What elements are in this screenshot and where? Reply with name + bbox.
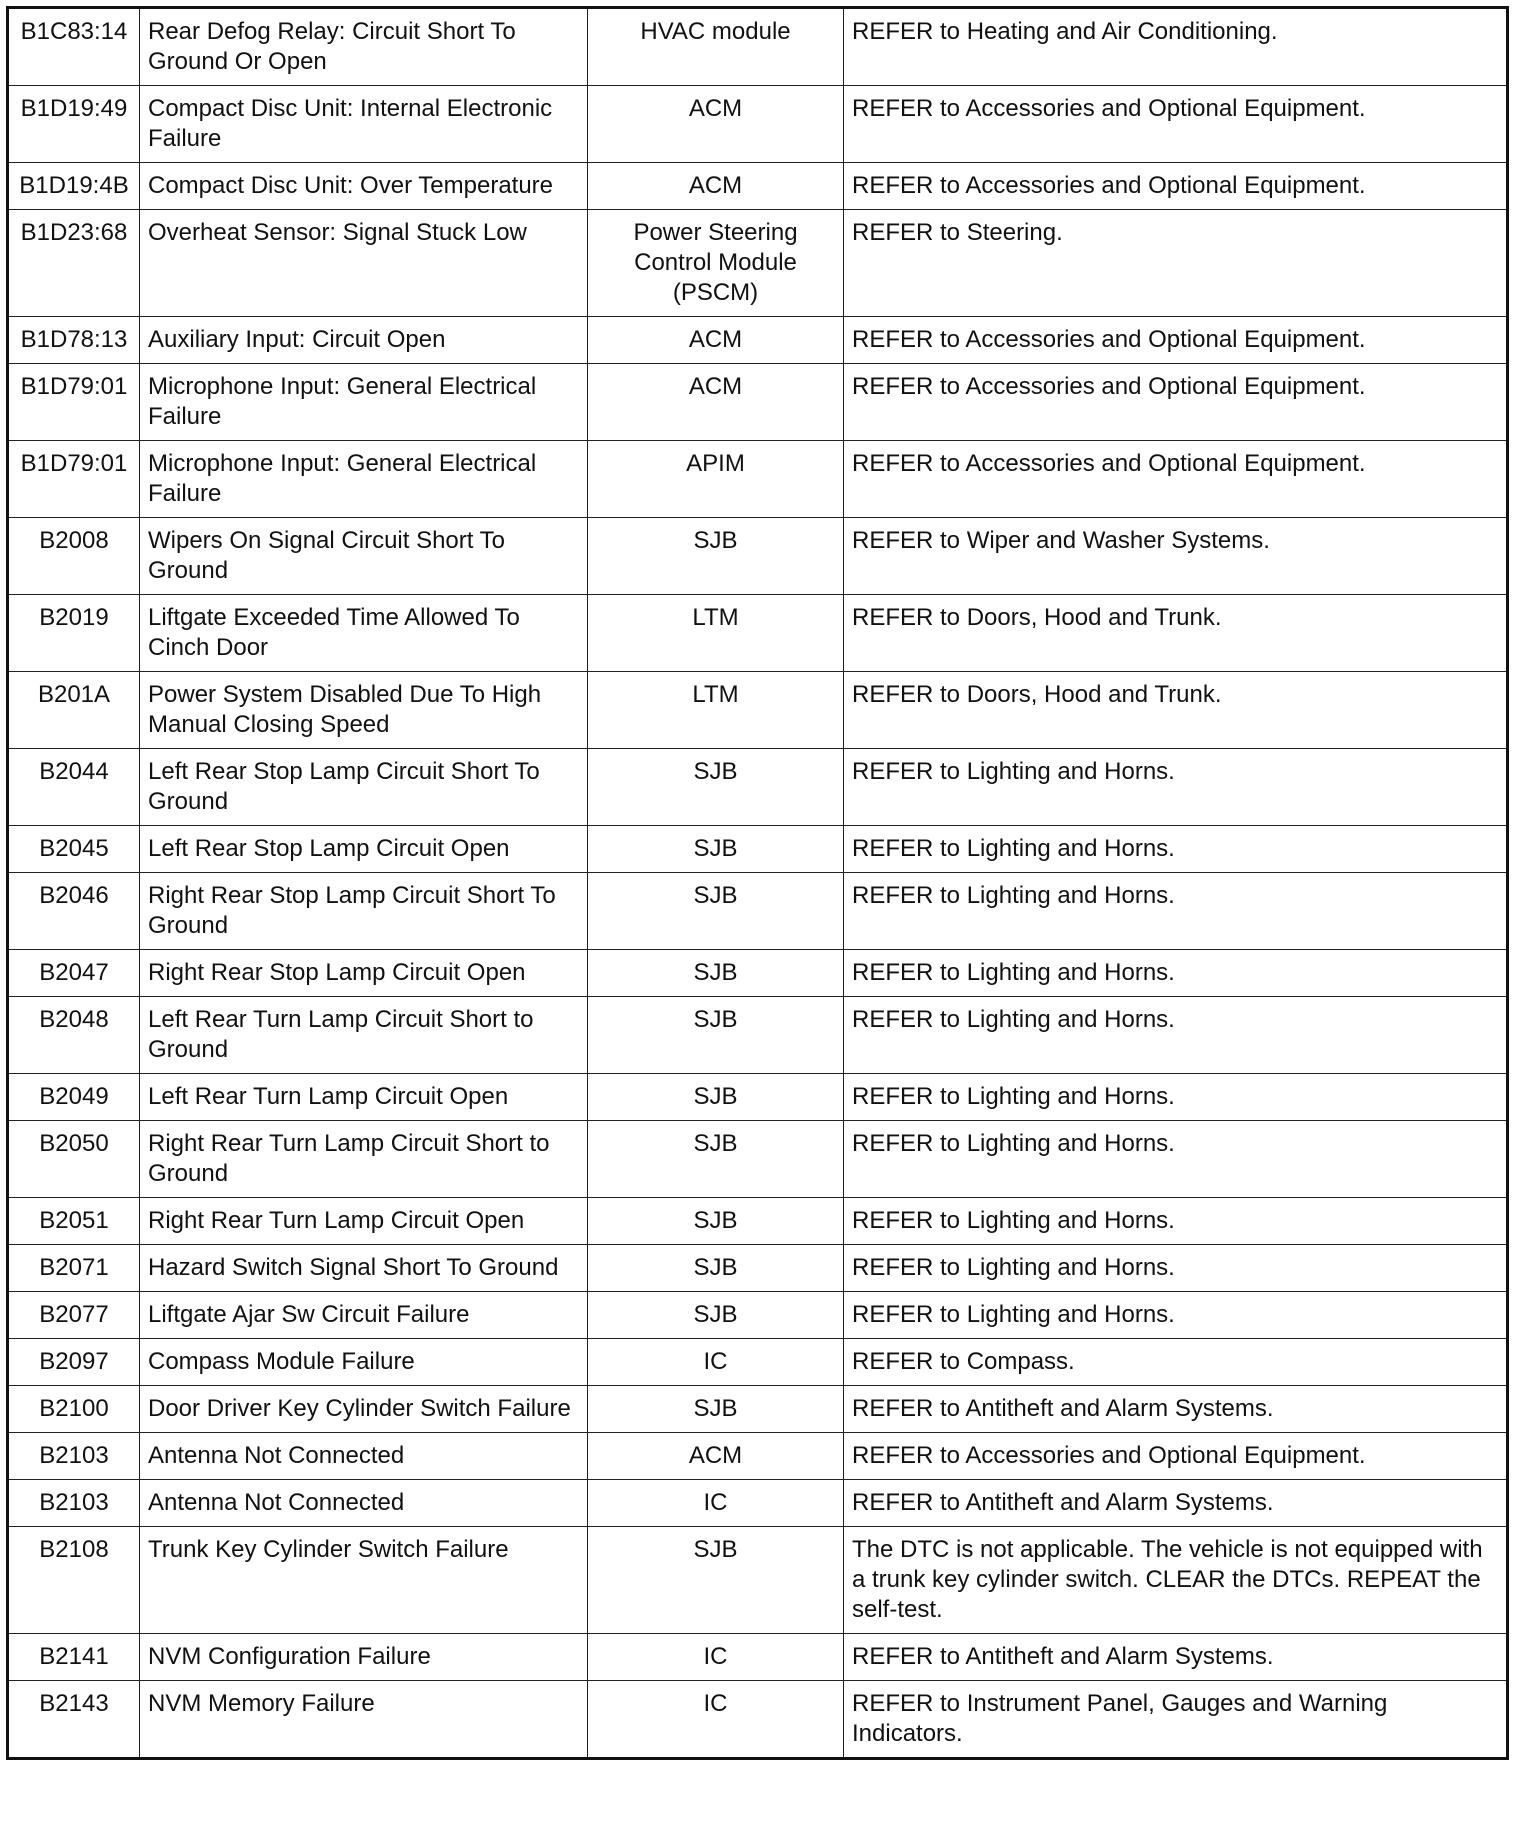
dtc-description-cell: Left Rear Stop Lamp Circuit Short To Ground bbox=[140, 749, 588, 826]
dtc-module-cell: IC bbox=[588, 1681, 844, 1759]
dtc-description-cell: Trunk Key Cylinder Switch Failure bbox=[140, 1527, 588, 1634]
dtc-action-cell: REFER to Doors, Hood and Trunk. bbox=[844, 672, 1508, 749]
table-row bbox=[8, 749, 1508, 826]
dtc-description-cell: Compact Disc Unit: Over Temperature bbox=[140, 163, 588, 210]
dtc-action-cell: REFER to Lighting and Horns. bbox=[844, 1292, 1508, 1339]
dtc-description-cell: Hazard Switch Signal Short To Ground bbox=[140, 1245, 588, 1292]
dtc-action-cell: REFER to Antitheft and Alarm Systems. bbox=[844, 1634, 1508, 1681]
dtc-code-cell: B2141 bbox=[8, 1634, 140, 1681]
table-row bbox=[8, 210, 1508, 317]
dtc-description-cell: Rear Defog Relay: Circuit Short To Ground Or Open bbox=[140, 8, 588, 86]
dtc-description-cell: Antenna Not Connected bbox=[140, 1433, 588, 1480]
dtc-code-cell: B2103 bbox=[8, 1433, 140, 1480]
dtc-code-cell: B2051 bbox=[8, 1198, 140, 1245]
dtc-module-cell: ACM bbox=[588, 1433, 844, 1480]
dtc-module-cell: SJB bbox=[588, 997, 844, 1074]
dtc-description-cell: Right Rear Stop Lamp Circuit Open bbox=[140, 950, 588, 997]
dtc-action-cell: The DTC is not applicable. The vehicle is not equipped with a trunk key cylinder switch. CLEAR the DTCs. REPEAT the self-test. bbox=[844, 1527, 1508, 1634]
dtc-code-cell: B1D79:01 bbox=[8, 441, 140, 518]
dtc-description-cell: NVM Configuration Failure bbox=[140, 1634, 588, 1681]
dtc-module-cell: SJB bbox=[588, 1074, 844, 1121]
dtc-code-cell: B2097 bbox=[8, 1339, 140, 1386]
dtc-action-cell: REFER to Antitheft and Alarm Systems. bbox=[844, 1480, 1508, 1527]
dtc-action-cell: REFER to Antitheft and Alarm Systems. bbox=[844, 1386, 1508, 1433]
table-row bbox=[8, 1681, 1508, 1759]
dtc-module-cell: IC bbox=[588, 1480, 844, 1527]
dtc-module-cell: SJB bbox=[588, 1527, 844, 1634]
dtc-description-cell: Compass Module Failure bbox=[140, 1339, 588, 1386]
dtc-action-cell: REFER to Accessories and Optional Equipment. bbox=[844, 86, 1508, 163]
dtc-code-cell: B2008 bbox=[8, 518, 140, 595]
dtc-module-cell: SJB bbox=[588, 1198, 844, 1245]
dtc-action-cell: REFER to Wiper and Washer Systems. bbox=[844, 518, 1508, 595]
dtc-module-cell: ACM bbox=[588, 163, 844, 210]
dtc-action-cell: REFER to Lighting and Horns. bbox=[844, 873, 1508, 950]
dtc-module-cell: HVAC module bbox=[588, 8, 844, 86]
table-row bbox=[8, 1339, 1508, 1386]
table-row bbox=[8, 1074, 1508, 1121]
dtc-module-cell: IC bbox=[588, 1634, 844, 1681]
dtc-description-cell: Antenna Not Connected bbox=[140, 1480, 588, 1527]
table-row bbox=[8, 163, 1508, 210]
dtc-module-cell: SJB bbox=[588, 826, 844, 873]
dtc-description-cell: Left Rear Turn Lamp Circuit Open bbox=[140, 1074, 588, 1121]
dtc-description-cell: Door Driver Key Cylinder Switch Failure bbox=[140, 1386, 588, 1433]
dtc-action-cell: REFER to Accessories and Optional Equipment. bbox=[844, 1433, 1508, 1480]
table-row bbox=[8, 1245, 1508, 1292]
table-row bbox=[8, 1386, 1508, 1433]
dtc-action-cell: REFER to Lighting and Horns. bbox=[844, 997, 1508, 1074]
dtc-code-cell: B201A bbox=[8, 672, 140, 749]
dtc-description-cell: Power System Disabled Due To High Manual Closing Speed bbox=[140, 672, 588, 749]
dtc-code-cell: B2045 bbox=[8, 826, 140, 873]
table-row bbox=[8, 950, 1508, 997]
table-row bbox=[8, 1121, 1508, 1198]
dtc-description-cell: Right Rear Turn Lamp Circuit Open bbox=[140, 1198, 588, 1245]
table-row bbox=[8, 364, 1508, 441]
dtc-code-cell: B1D78:13 bbox=[8, 317, 140, 364]
dtc-code-cell: B2100 bbox=[8, 1386, 140, 1433]
table-row bbox=[8, 1480, 1508, 1527]
dtc-description-cell: Compact Disc Unit: Internal Electronic Failure bbox=[140, 86, 588, 163]
dtc-description-cell: Wipers On Signal Circuit Short To Ground bbox=[140, 518, 588, 595]
dtc-action-cell: REFER to Accessories and Optional Equipment. bbox=[844, 163, 1508, 210]
dtc-module-cell: LTM bbox=[588, 595, 844, 672]
dtc-module-cell: SJB bbox=[588, 873, 844, 950]
dtc-module-cell: SJB bbox=[588, 1245, 844, 1292]
dtc-description-cell: Liftgate Exceeded Time Allowed To Cinch Door bbox=[140, 595, 588, 672]
dtc-description-cell: Microphone Input: General Electrical Failure bbox=[140, 441, 588, 518]
dtc-module-cell: Power Steering Control Module (PSCM) bbox=[588, 210, 844, 317]
dtc-module-cell: SJB bbox=[588, 950, 844, 997]
dtc-action-cell: REFER to Compass. bbox=[844, 1339, 1508, 1386]
dtc-description-cell: Right Rear Turn Lamp Circuit Short to Ground bbox=[140, 1121, 588, 1198]
dtc-code-cell: B2050 bbox=[8, 1121, 140, 1198]
dtc-code-cell: B2071 bbox=[8, 1245, 140, 1292]
dtc-action-cell: REFER to Heating and Air Conditioning. bbox=[844, 8, 1508, 86]
dtc-table bbox=[6, 6, 1509, 1760]
dtc-action-cell: REFER to Accessories and Optional Equipment. bbox=[844, 441, 1508, 518]
dtc-module-cell: IC bbox=[588, 1339, 844, 1386]
dtc-description-cell: Left Rear Turn Lamp Circuit Short to Ground bbox=[140, 997, 588, 1074]
dtc-code-cell: B2047 bbox=[8, 950, 140, 997]
table-row bbox=[8, 1292, 1508, 1339]
table-row bbox=[8, 873, 1508, 950]
dtc-code-cell: B2048 bbox=[8, 997, 140, 1074]
table-row bbox=[8, 8, 1508, 86]
dtc-code-cell: B2019 bbox=[8, 595, 140, 672]
dtc-action-cell: REFER to Lighting and Horns. bbox=[844, 1198, 1508, 1245]
dtc-action-cell: REFER to Lighting and Horns. bbox=[844, 749, 1508, 826]
table-row bbox=[8, 1634, 1508, 1681]
dtc-action-cell: REFER to Accessories and Optional Equipment. bbox=[844, 317, 1508, 364]
dtc-code-cell: B2143 bbox=[8, 1681, 140, 1759]
dtc-module-cell: ACM bbox=[588, 364, 844, 441]
dtc-table-container bbox=[6, 6, 1506, 1760]
dtc-module-cell: SJB bbox=[588, 1386, 844, 1433]
dtc-table-body bbox=[8, 8, 1508, 1759]
dtc-action-cell: REFER to Lighting and Horns. bbox=[844, 1074, 1508, 1121]
dtc-code-cell: B1D79:01 bbox=[8, 364, 140, 441]
dtc-module-cell: LTM bbox=[588, 672, 844, 749]
dtc-action-cell: REFER to Lighting and Horns. bbox=[844, 1245, 1508, 1292]
dtc-description-cell: Microphone Input: General Electrical Failure bbox=[140, 364, 588, 441]
dtc-code-cell: B1D19:49 bbox=[8, 86, 140, 163]
dtc-code-cell: B2049 bbox=[8, 1074, 140, 1121]
table-row bbox=[8, 1433, 1508, 1480]
dtc-action-cell: REFER to Instrument Panel, Gauges and Warning Indicators. bbox=[844, 1681, 1508, 1759]
dtc-code-cell: B1C83:14 bbox=[8, 8, 140, 86]
dtc-description-cell: NVM Memory Failure bbox=[140, 1681, 588, 1759]
dtc-action-cell: REFER to Lighting and Horns. bbox=[844, 826, 1508, 873]
dtc-module-cell: ACM bbox=[588, 86, 844, 163]
table-row bbox=[8, 1527, 1508, 1634]
dtc-code-cell: B2103 bbox=[8, 1480, 140, 1527]
table-row bbox=[8, 826, 1508, 873]
dtc-code-cell: B1D19:4B bbox=[8, 163, 140, 210]
table-row bbox=[8, 595, 1508, 672]
dtc-action-cell: REFER to Doors, Hood and Trunk. bbox=[844, 595, 1508, 672]
dtc-code-cell: B2108 bbox=[8, 1527, 140, 1634]
dtc-code-cell: B1D23:68 bbox=[8, 210, 140, 317]
table-row bbox=[8, 441, 1508, 518]
dtc-module-cell: SJB bbox=[588, 518, 844, 595]
dtc-description-cell: Right Rear Stop Lamp Circuit Short To Ground bbox=[140, 873, 588, 950]
table-row bbox=[8, 997, 1508, 1074]
dtc-module-cell: APIM bbox=[588, 441, 844, 518]
dtc-action-cell: REFER to Lighting and Horns. bbox=[844, 950, 1508, 997]
table-row bbox=[8, 317, 1508, 364]
dtc-code-cell: B2077 bbox=[8, 1292, 140, 1339]
dtc-description-cell: Liftgate Ajar Sw Circuit Failure bbox=[140, 1292, 588, 1339]
dtc-module-cell: SJB bbox=[588, 1292, 844, 1339]
dtc-action-cell: REFER to Steering. bbox=[844, 210, 1508, 317]
dtc-module-cell: ACM bbox=[588, 317, 844, 364]
dtc-action-cell: REFER to Accessories and Optional Equipment. bbox=[844, 364, 1508, 441]
dtc-code-cell: B2046 bbox=[8, 873, 140, 950]
table-row bbox=[8, 1198, 1508, 1245]
table-row bbox=[8, 518, 1508, 595]
dtc-description-cell: Left Rear Stop Lamp Circuit Open bbox=[140, 826, 588, 873]
dtc-description-cell: Auxiliary Input: Circuit Open bbox=[140, 317, 588, 364]
dtc-code-cell: B2044 bbox=[8, 749, 140, 826]
dtc-module-cell: SJB bbox=[588, 749, 844, 826]
dtc-action-cell: REFER to Lighting and Horns. bbox=[844, 1121, 1508, 1198]
dtc-description-cell: Overheat Sensor: Signal Stuck Low bbox=[140, 210, 588, 317]
table-row bbox=[8, 672, 1508, 749]
dtc-module-cell: SJB bbox=[588, 1121, 844, 1198]
table-row bbox=[8, 86, 1508, 163]
